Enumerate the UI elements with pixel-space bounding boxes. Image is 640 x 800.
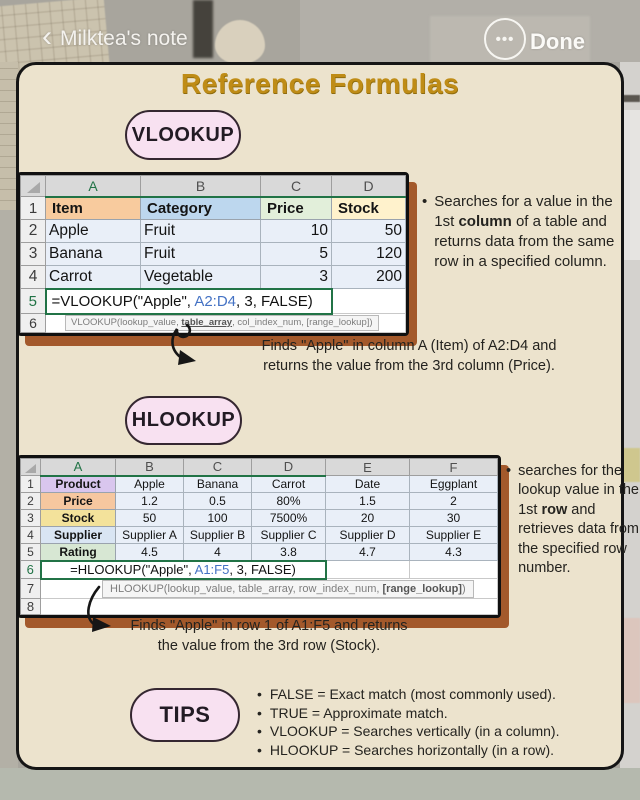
row-number: 3 (21, 243, 46, 266)
cell: 4.7 (326, 544, 410, 561)
cell: Fruit (141, 243, 261, 266)
vlookup-spreadsheet (17, 172, 409, 336)
cell: 50 (116, 510, 184, 527)
tooltip-bold: table_array (181, 316, 233, 328)
bullet: • (257, 704, 262, 721)
hlookup-badge (125, 396, 242, 445)
select-all-corner (21, 459, 41, 476)
cell-stock: Stock (332, 197, 406, 220)
photo-heart-card (215, 20, 265, 64)
table-row (21, 544, 498, 561)
cell: 10 (261, 220, 332, 243)
row-number: 2 (21, 220, 46, 243)
col-header-a: A (46, 176, 141, 197)
back-button[interactable] (42, 20, 188, 53)
row-number: 1 (21, 476, 41, 493)
note-line: the value from the 3rd row (Stock). (157, 638, 381, 654)
cell (410, 561, 498, 579)
row-number: 6 (21, 314, 46, 333)
vlookup-note (189, 336, 629, 376)
formula-range: A1:F5 (194, 562, 230, 577)
col-header-d: D (332, 176, 406, 197)
photo-dark-slot (193, 0, 213, 58)
cell-price: Price (261, 197, 332, 220)
cell: Fruit (141, 220, 261, 243)
cell-category: Category (141, 197, 261, 220)
more-button[interactable] (484, 18, 526, 60)
cell: 80% (252, 493, 326, 510)
formula-row (21, 561, 498, 579)
formula-range: A2:D4 (194, 292, 237, 310)
cell (326, 561, 410, 579)
tooltip-text: , col_index_num, [range_lookup]) (232, 316, 373, 328)
list-item (257, 704, 617, 722)
row-number: 6 (21, 561, 41, 579)
table-row (21, 266, 406, 289)
bullet: • (506, 463, 512, 479)
list-item (257, 685, 617, 703)
vlookup-description-text: Searches for a value in the 1st column of a table and returns data from the same row in a specified column. (434, 193, 615, 271)
back-label: Milktea's note (60, 27, 188, 50)
ellipsis-icon: ••• (495, 30, 515, 48)
cell: 100 (184, 510, 252, 527)
cell: 120 (332, 243, 406, 266)
cell: 0.5 (184, 493, 252, 510)
cell: 3 (261, 266, 332, 289)
tips-badge (130, 688, 240, 742)
col-header-b: B (116, 459, 184, 476)
tips-badge-label: TIPS (159, 702, 211, 727)
cell: Supplier C (252, 527, 326, 544)
formula-text: =HLOOKUP("Apple", (70, 562, 195, 577)
page-title: Reference Formulas (180, 68, 460, 99)
table-row (21, 493, 498, 510)
table-row (21, 527, 498, 544)
bullet: • (257, 741, 262, 758)
note-line: Finds "Apple" in row 1 of A1:F5 and returns (130, 618, 408, 634)
row-number: 5 (21, 544, 41, 561)
tip-text: VLOOKUP = Searches vertically (in a column). (269, 723, 560, 739)
column-header-row (21, 459, 498, 476)
cell: 200 (332, 266, 406, 289)
formula-cell (46, 289, 332, 314)
cell: 5 (261, 243, 332, 266)
vlookup-badge (125, 110, 241, 160)
bullet: • (422, 193, 428, 210)
col-header-b: B (141, 176, 261, 197)
cell: Apple (116, 476, 184, 493)
hlookup-description (506, 462, 640, 579)
cell: 50 (332, 220, 406, 243)
formula-text: , 3, FALSE) (229, 562, 296, 577)
row-number: 3 (21, 510, 41, 527)
col-header-e: E (326, 459, 410, 476)
row-label: Supplier (41, 527, 116, 544)
cell: 3.8 (252, 544, 326, 561)
note-card (16, 62, 639, 770)
tooltip-text: ) (461, 582, 466, 595)
row-label: Price (41, 493, 116, 510)
tooltip-cell (46, 314, 406, 333)
cell: Supplier D (326, 527, 410, 544)
cell-item: Item (46, 197, 141, 220)
col-header-c: C (261, 176, 332, 197)
cell: Date (326, 476, 410, 493)
list-item (257, 722, 617, 740)
vlookup-description (422, 192, 630, 272)
cell: Carrot (46, 266, 141, 289)
photo-right-pink (622, 618, 640, 703)
vlookup-badge-label: VLOOKUP (131, 123, 235, 146)
tips-list (257, 685, 617, 759)
cell: 4 (184, 544, 252, 561)
formula-text: =VLOOKUP("Apple", (51, 292, 195, 310)
row-number: 4 (21, 527, 41, 544)
cell: 30 (410, 510, 498, 527)
table-row (21, 510, 498, 527)
col-header-a: A (41, 459, 116, 476)
cell: 4.5 (116, 544, 184, 561)
select-all-corner (21, 176, 46, 197)
cell: 1.5 (326, 493, 410, 510)
hlookup-note (59, 616, 479, 656)
cell: 1.2 (116, 493, 184, 510)
tip-text: TRUE = Approximate match. (269, 704, 448, 721)
row-number: 7 (21, 579, 41, 599)
table-row (21, 476, 498, 493)
row-number: 4 (21, 266, 46, 289)
tooltip-text: VLOOKUP(lookup_value, (71, 316, 182, 328)
table-row (21, 220, 406, 243)
cell: Apple (46, 220, 141, 243)
photo-bottom (0, 768, 640, 800)
cell: 2 (410, 493, 498, 510)
tooltip-text: HLOOKUP(lookup_value, table_array, row_index_num, (110, 582, 383, 595)
col-header-d: D (252, 459, 326, 476)
partial-row (21, 314, 406, 333)
cell: Eggplant (410, 476, 498, 493)
col-header-c: C (184, 459, 252, 476)
note-line: returns the value from the 3rd column (Price). (263, 358, 555, 374)
hlookup-badge-label: HLOOKUP (131, 409, 236, 431)
row-number: 8 (21, 598, 41, 614)
formula-text: , 3, FALSE) (236, 292, 313, 310)
row-number: 5 (21, 289, 46, 314)
done-button[interactable]: Done (530, 29, 585, 54)
bullet: • (257, 723, 262, 739)
cell: Supplier E (410, 527, 498, 544)
row-label: Rating (41, 544, 116, 561)
cell: 7500% (252, 510, 326, 527)
column-header-row (21, 176, 406, 197)
cell (332, 289, 406, 314)
cell: Carrot (252, 476, 326, 493)
cell: Vegetable (141, 266, 261, 289)
row-number: 1 (21, 197, 46, 220)
cell: Supplier A (116, 527, 184, 544)
bullet: • (257, 686, 262, 702)
tip-text: FALSE = Exact match (most commonly used). (269, 686, 556, 702)
table-row (21, 197, 406, 220)
cell: 4.3 (410, 544, 498, 561)
row-number: 2 (21, 493, 41, 510)
hlookup-description-text: searches for the lookup value in the 1st row and retrieves data from the specified row number. (518, 463, 639, 577)
cell: Supplier B (184, 527, 252, 544)
row-label: Product (41, 476, 116, 493)
formula-cell (41, 561, 326, 579)
tooltip-bold: [range_lookup] (382, 582, 462, 595)
chevron-left-icon: ‹ (42, 20, 52, 53)
formula-row (21, 289, 406, 314)
formula-tooltip (102, 580, 474, 598)
list-item (257, 741, 617, 759)
cell: Banana (184, 476, 252, 493)
formula-tooltip (65, 315, 379, 331)
table-row (21, 243, 406, 266)
note-line: Finds "Apple" in column A (Item) of A2:D4 and (261, 338, 557, 354)
row-label: Stock (41, 510, 116, 527)
select-all-triangle-icon (27, 182, 40, 193)
tip-text: HLOOKUP = Searches horizontally (in a row). (269, 741, 555, 758)
col-header-f: F (410, 459, 498, 476)
cell: Banana (46, 243, 141, 266)
select-all-triangle-icon (25, 464, 36, 473)
cell: 20 (326, 510, 410, 527)
